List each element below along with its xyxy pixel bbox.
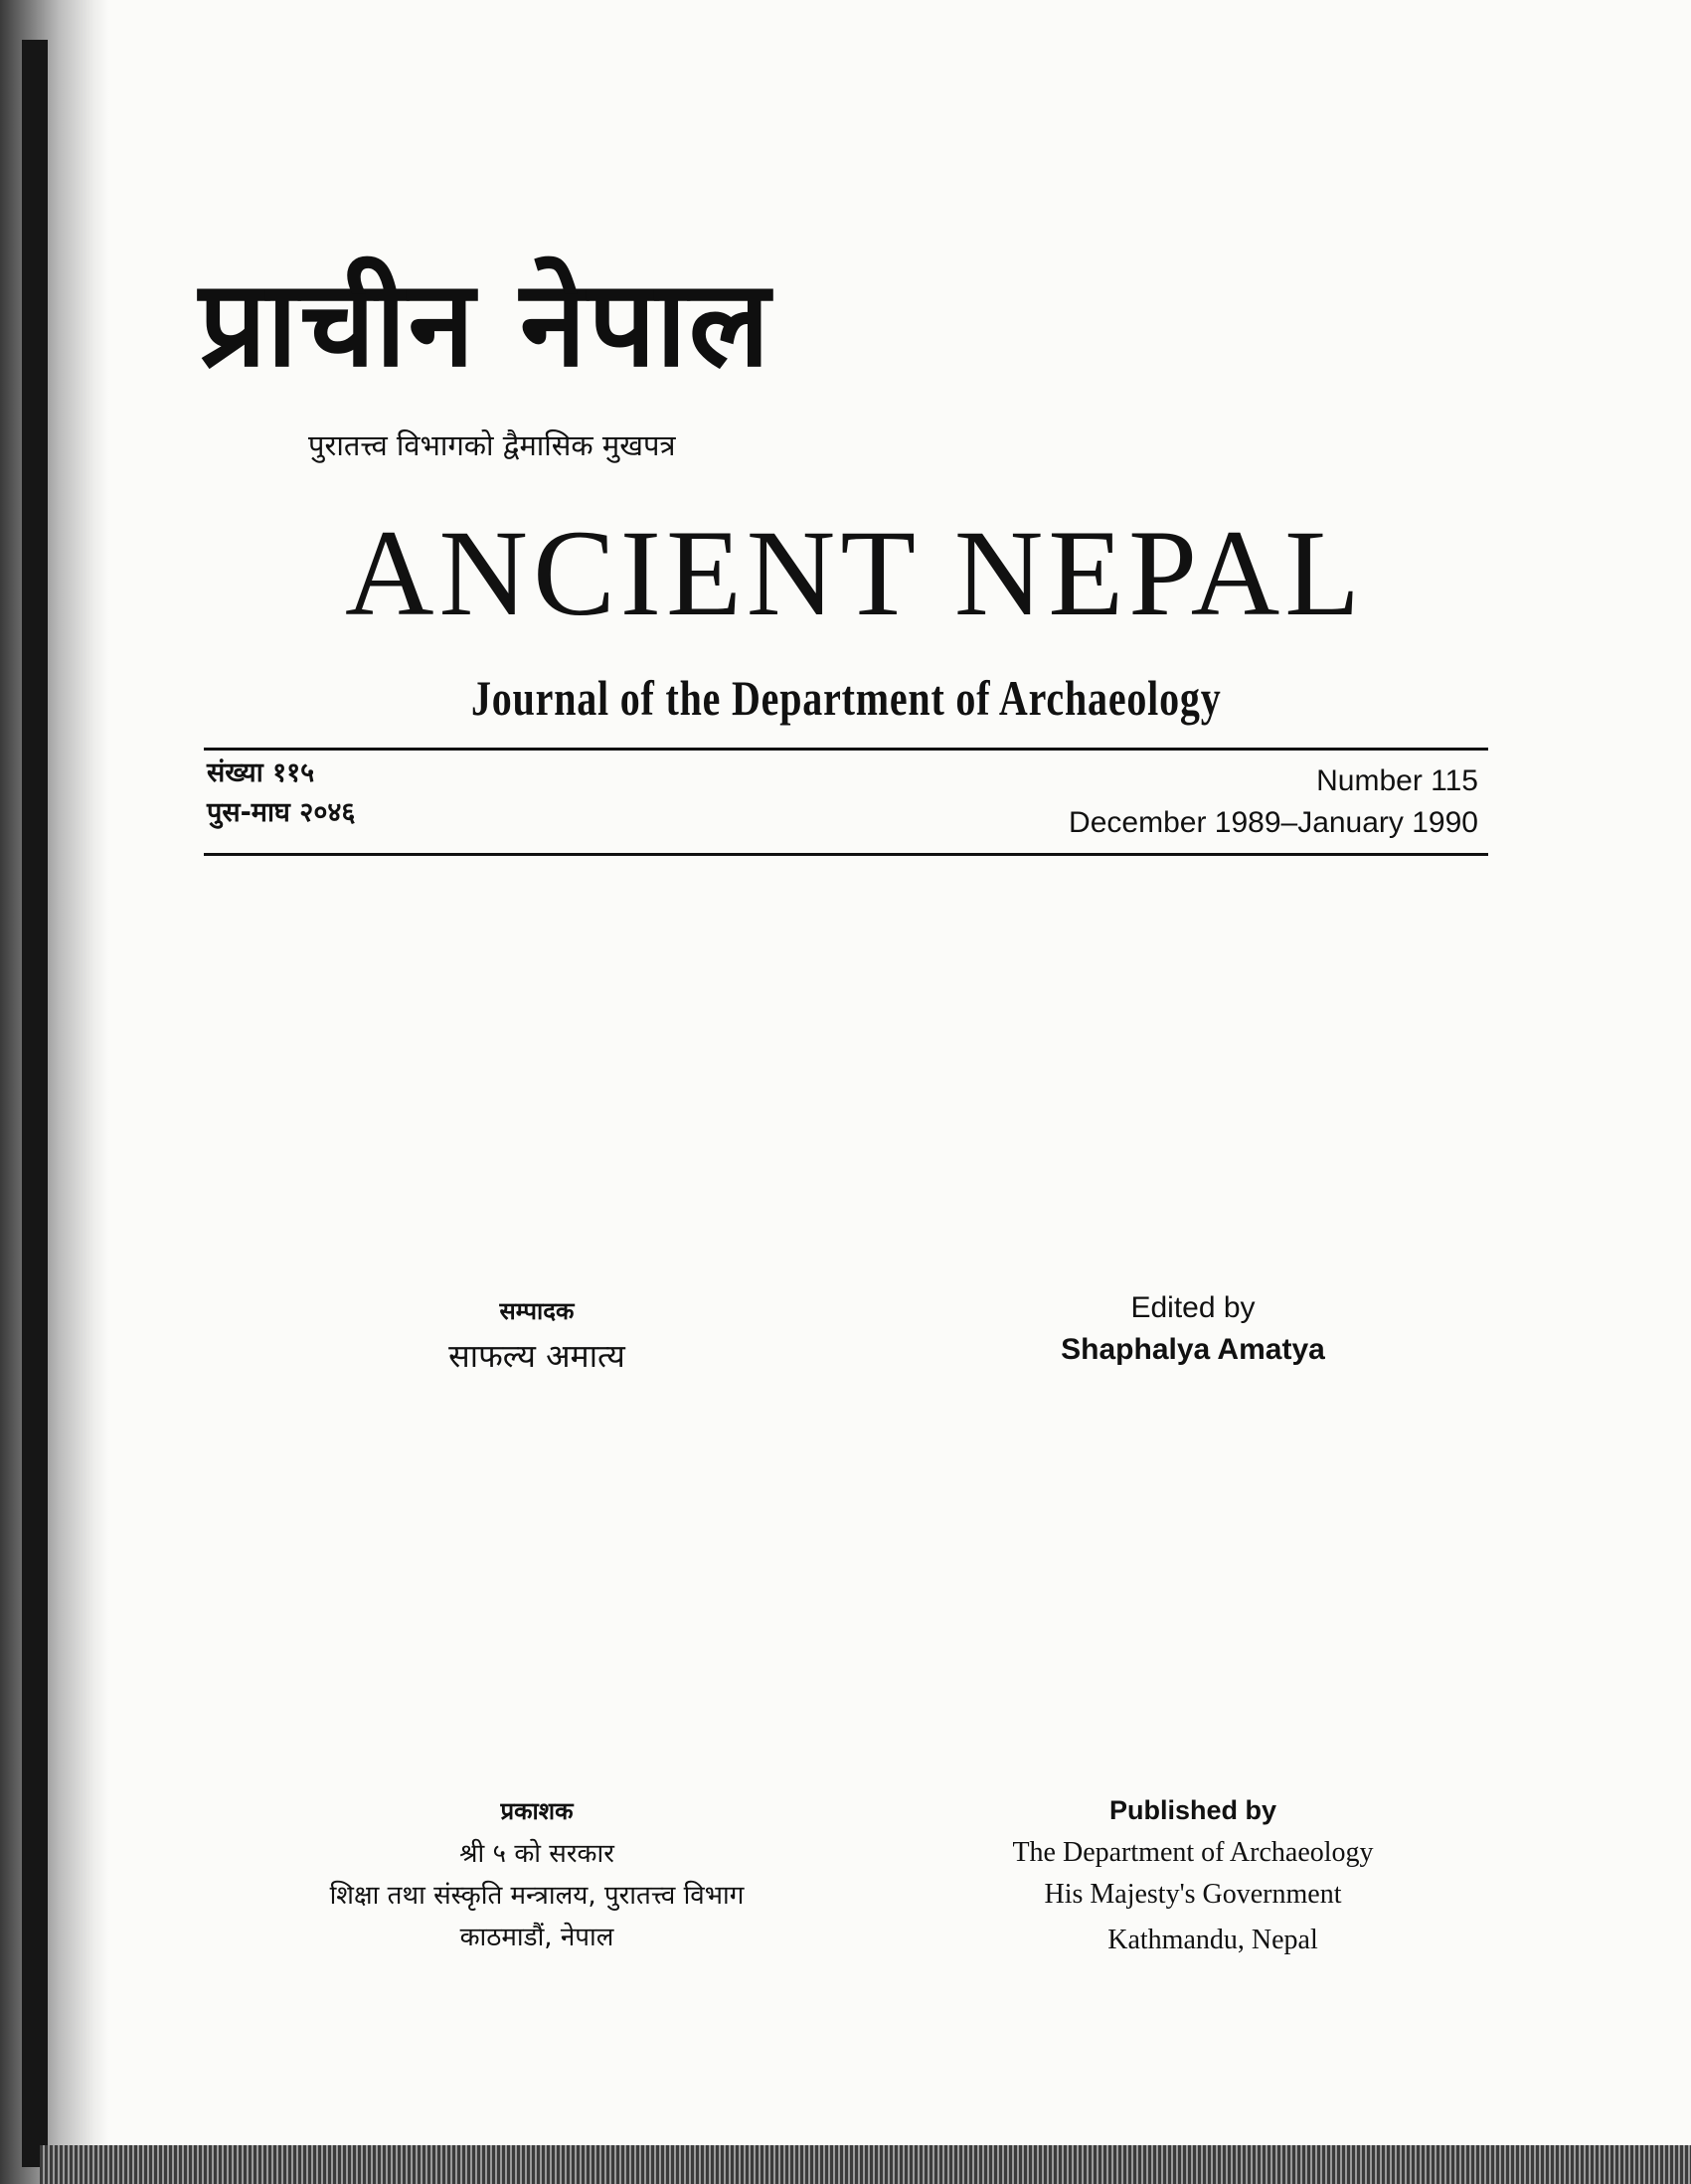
publisher-line-3: Kathmandu, Nepal [1107, 1925, 1318, 1955]
nepali-issue-date: पुस-माघ २०४६ [207, 797, 356, 828]
nepali-issue-number: संख्या ११५ [207, 757, 315, 788]
scan-binding-edge [22, 40, 48, 2167]
editor-name: Shaphalya Amatya [1061, 1333, 1325, 1366]
nepali-publisher-label: प्रकाशक [500, 1797, 574, 1825]
publisher-line-2: His Majesty's Government [1044, 1879, 1342, 1910]
nepali-editor-label: सम्पादक [499, 1297, 575, 1325]
journal-title: ANCIENT NEPAL [344, 505, 1366, 641]
nepali-publisher-line-2: शिक्षा तथा संस्कृति मन्त्रालय, पुरातत्त्व विभाग [329, 1881, 745, 1911]
journal-subtitle: Journal of the Department of Archaeology [471, 670, 1222, 726]
nepali-editor-name: साफल्य अमात्य [448, 1337, 625, 1375]
nepali-publisher-line-3: काठमाडौं, नेपाल [459, 1923, 614, 1952]
editor-label: Edited by [1130, 1291, 1256, 1324]
nepali-tagline: पुरातत्त्व विभागको द्वैमासिक मुखपत्र [308, 428, 676, 462]
nepali-publisher-line-1: श्री ५ को सरकार [459, 1839, 614, 1869]
scan-spine-shadow [0, 0, 109, 2184]
scan-bottom-edge [40, 2145, 1691, 2184]
publisher-label: Published by [1108, 1795, 1277, 1825]
top-rule [204, 748, 1488, 751]
publisher-line-1: The Department of Archaeology [1012, 1837, 1374, 1868]
nepali-title-logo: प्राचीन नेपाल [199, 255, 772, 394]
issue-number: Number 115 [1316, 764, 1478, 797]
bottom-rule [204, 853, 1488, 856]
issue-date: December 1989–January 1990 [1069, 806, 1478, 839]
